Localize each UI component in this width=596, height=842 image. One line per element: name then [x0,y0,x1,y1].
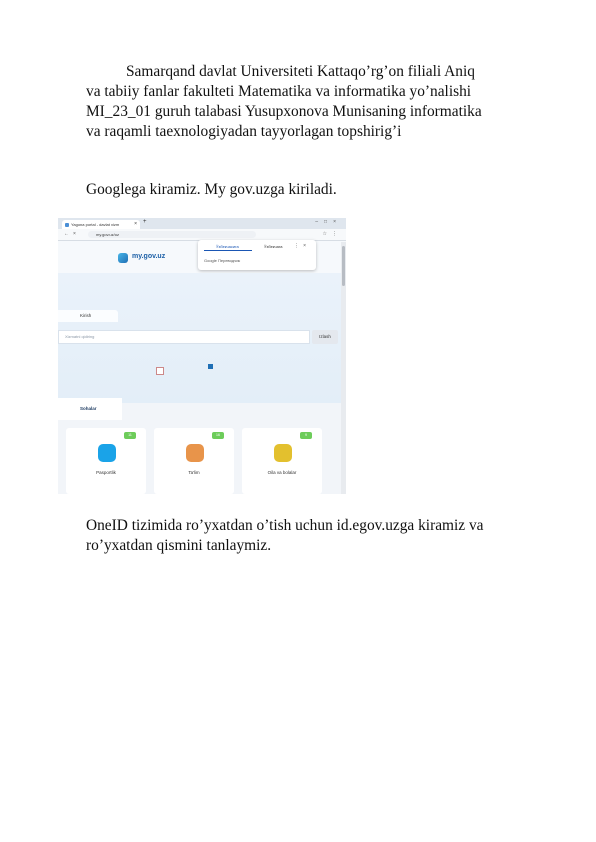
browser-tab-bar [58,218,346,229]
oneid-line-2: ro’yxatdan qismini tanlaymiz. [86,537,272,554]
search-placeholder: Xizmatni qidiring [65,334,95,339]
intro-paragraph [86,62,556,142]
passport-icon [98,444,116,462]
close-icon[interactable]: × [134,221,137,227]
scrollbar-thumb[interactable] [342,246,345,286]
family-icon [274,444,292,462]
tile-label: Oila va bolalar [267,470,297,475]
service-tile[interactable] [66,428,146,494]
translate-tab-other[interactable]: Ўзбекчага [264,244,283,249]
tab-kirish[interactable]: Kirish [58,310,118,322]
active-tab-underline [204,250,252,251]
intro-line-3: MI_23_01 guruh talabasi Yusupxonova Munisaning informatika [86,103,482,120]
image-icon [156,367,164,375]
url-input[interactable]: my.gov.uz/oz [88,231,256,238]
back-arrow-icon[interactable]: ←× [64,231,80,237]
oneid-paragraph [86,516,556,556]
square-icon [208,364,213,369]
search-input[interactable] [58,330,310,344]
logo-text[interactable]: my.gov.uz [132,253,166,260]
intro-line-2: va tabiiy fanlar fakulteti Matematika va informatika yo’nalishi [86,83,472,100]
popup-menu-icon[interactable]: ⋮× [294,243,310,249]
browser-screenshot [58,218,346,494]
tile-label: Pasportlik [96,470,116,475]
search-button[interactable]: Izlash [312,330,338,344]
tab-title: Yagona portal - davlat xizm [71,222,120,227]
translate-popup [198,240,316,270]
more-icon[interactable]: ☆⋮ [322,231,342,237]
education-icon [186,444,204,462]
translate-footer: Google Переводчик [204,258,241,263]
intro-line-1: Samarqand davlat Universiteti Kattaqo’rg’on filiali Aniq [126,63,475,80]
intro-line-4: va raqamli taexnologiyadan tayyorlagan topshirig’i [86,123,402,140]
scrollbar[interactable] [341,242,346,494]
service-tile[interactable] [242,428,322,494]
new-tab-icon[interactable]: + [143,219,147,225]
tile-label: Ta'lim [188,470,200,475]
service-tile[interactable] [154,428,234,494]
logo-icon [118,253,128,263]
count-badge: 11 [124,432,136,439]
favicon-icon [65,223,69,227]
oneid-line-1: OneID tizimida ro’yxatdan o’tish uchun id.egov.uzga kiramiz va [86,517,484,534]
translate-tab-active[interactable]: Ўзбекчасига [216,244,239,249]
count-badge: 9 [300,432,312,439]
step-paragraph: Googlega kiramiz. My gov.uzga kiriladi. [86,181,337,198]
count-badge: 16 [212,432,224,439]
tab-sohalar[interactable]: Sohalar [58,398,122,420]
window-controls-icon[interactable]: –□× [315,219,342,225]
browser-tab[interactable] [62,220,140,229]
